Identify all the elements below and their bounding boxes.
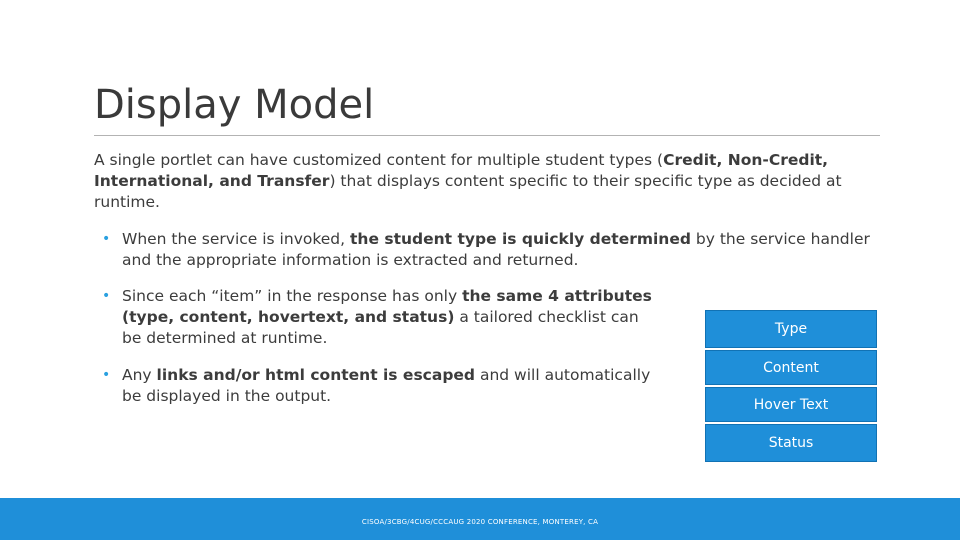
bullet-item-2 <box>102 286 657 349</box>
footer-bar <box>0 498 960 540</box>
bullet-3-bold: links and/or html content is escaped <box>156 366 476 384</box>
bullet-item-3 <box>102 365 657 407</box>
bullet-2-text-a: Since each “item” in the response has only <box>122 287 463 305</box>
bullet-1-text-a: When the service is invoked, <box>122 230 350 248</box>
bullet-icon: • <box>102 288 111 304</box>
attribute-box-type <box>705 310 877 348</box>
intro-text-1: A single portlet can have customized content for multiple student types ( <box>94 151 664 169</box>
bullet-text-2 <box>122 286 657 349</box>
slide-title: Display Model <box>94 82 375 128</box>
bullet-text-3 <box>122 365 657 407</box>
bullet-1-text-b: by the service handler and the appropriate information is extracted and returned. <box>122 230 870 269</box>
attribute-box-status <box>705 424 877 462</box>
attribute-label-hover-text: Hover Text <box>753 396 829 413</box>
bullet-2-bold: the same 4 attributes (type, content, hovertext, and status) <box>122 287 652 326</box>
bullet-3-text-a: Any <box>122 366 157 384</box>
bullet-icon: • <box>102 367 111 383</box>
bullet-text-1 <box>122 229 872 271</box>
bullet-3-text-b: and will automatically be displayed in the output. <box>122 366 651 405</box>
attribute-label-content: Content <box>763 359 819 376</box>
bullet-icon: • <box>102 231 111 247</box>
title-divider <box>94 135 880 136</box>
bullet-2-text-b: a tailored checklist can be determined at runtime. <box>122 308 639 347</box>
intro-text-2: ) that displays content specific to their specific type as decided at runtime. <box>94 172 842 211</box>
attribute-box-hover-text <box>705 387 877 422</box>
intro-bold-1: Credit, Non-Credit, International, and Transfer <box>94 151 829 190</box>
bullet-1-bold: the student type is quickly determined <box>350 230 691 248</box>
attribute-label-status: Status <box>768 435 814 451</box>
footer-text: CISOA/3CBG/4CUG/CCCAUG 2020 CONFERENCE, MONTEREY, CA <box>361 518 599 526</box>
bullet-item-1 <box>102 229 872 271</box>
attribute-label-type: Type <box>774 321 808 337</box>
attribute-box-content <box>705 350 877 385</box>
intro-paragraph <box>94 150 884 213</box>
